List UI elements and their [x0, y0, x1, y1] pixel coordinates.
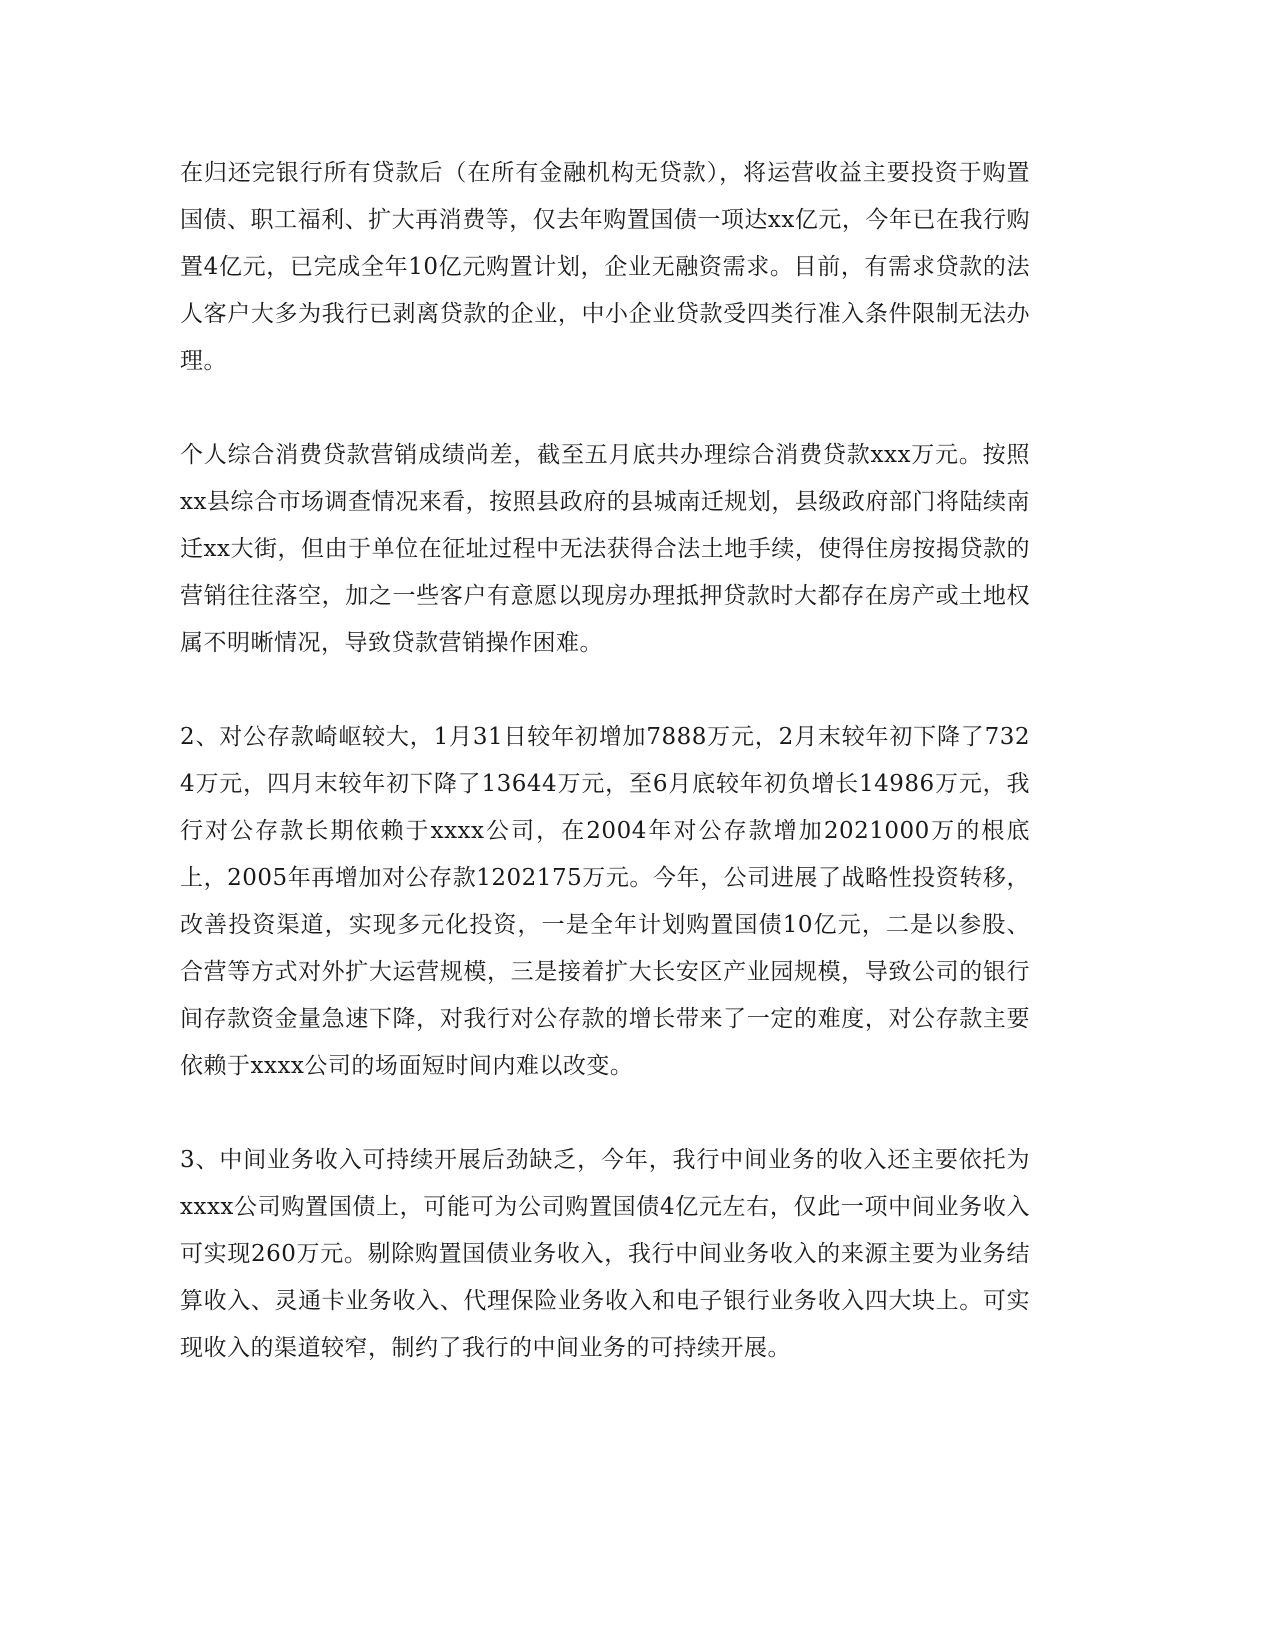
paragraph-corporate-deposits: 2、对公存款崎岖较大，1月31日较年初增加7888万元，2月末较年初下降了7324万元，四月末较年初下降了13644万元，至6月底较年初负增长14986万元，我行对公存款长期依赖于xxxx公司，在2004年对公存款增加2021000万的根底上，2005年再增加对公存款1202175万元。今年，公司进展了战略性投资转移，改善投资渠道，实现多元化投资，一是全年计划购置国债10亿元，二是以参股、合营等方式对外扩大运营规模，三是接着扩大长安区产业园规模，导致公司的银行间存款资金量急速下降，对我行对公存款的增长带来了一定的难度，对公存款主要依赖于xxxx公司的场面短时间内难以改变。	[180, 724, 1030, 1079]
paragraph-consumer-loans: 个人综合消费贷款营销成绩尚差，截至五月底共办理综合消费贷款xxx万元。按照xx县综合市场调查情况来看，按照县政府的县城南迁规划，县级政府部门将陆续南迁xx大街，但由于单位在征址过程中无法获得合法土地手续，使得住房按揭贷款的营销往往落空，加之一些客户有意愿以现房办理抵押贷款时大都存在房产或土地权属不明晰情况，导致贷款营销操作困难。	[180, 442, 1030, 656]
paragraph-loans-corporate: 在归还完银行所有贷款后（在所有金融机构无贷款），将运营收益主要投资于购置国债、职工福利、扩大再消费等，仅去年购置国债一项达xx亿元，今年已在我行购置4亿元，已完成全年10亿元购置计划，企业无融资需求。目前，有需求贷款的法人客户大多为我行已剥离贷款的企业，中小企业贷款受四类行准入条件限制无法办理。	[180, 160, 1030, 374]
document-body	[180, 150, 1030, 1372]
paragraph-intermediate-business: 3、中间业务收入可持续开展后劲缺乏，今年，我行中间业务的收入还主要依托为xxxx公司购置国债上，可能可为公司购置国债4亿元左右，仅此一项中间业务收入可实现260万元。剔除购置国债业务收入，我行中间业务收入的来源主要为业务结算收入、灵通卡业务收入、代理保险业务收入和电子银行业务收入四大块上。可实现收入的渠道较窄，制约了我行的中间业务的可持续开展。	[180, 1147, 1030, 1361]
